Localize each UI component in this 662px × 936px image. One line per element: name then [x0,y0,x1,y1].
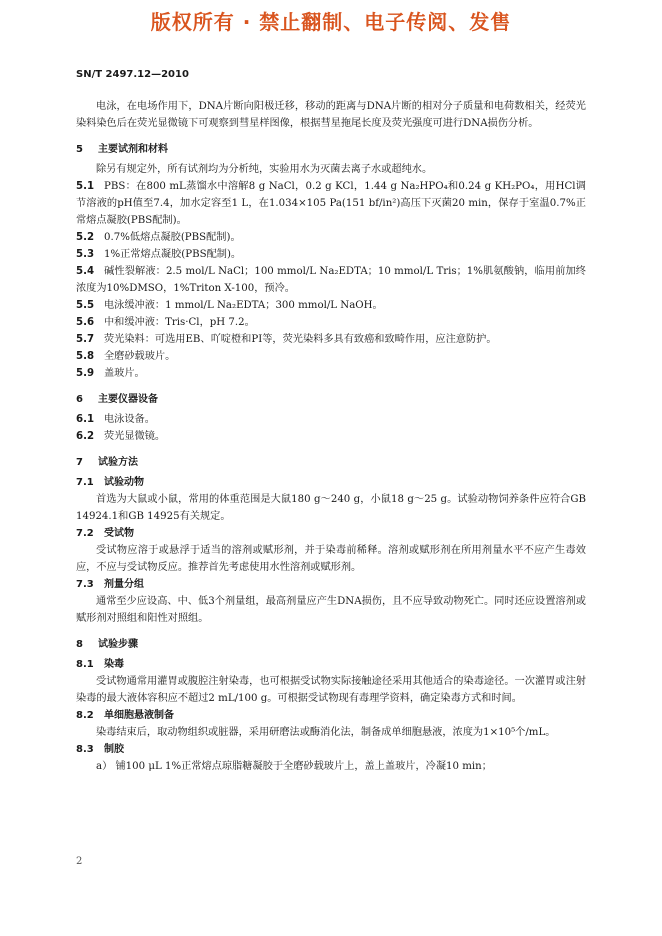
list-item [76,314,586,331]
section-5-lead: 除另有规定外，所有试剂均为分析纯，实验用水为灭菌去离子水或超纯水。 [96,164,433,175]
section-number: 8 [76,639,83,650]
subsection-title: 试验动物 [104,477,144,488]
item-text: 0.7%低熔点凝胶(PBS配制)。 [104,232,241,243]
document-body [76,98,586,775]
subsection-text: a） 铺100 μL 1%正常熔点琼脂糖凝胶于全磨砂载玻片上，盖上盖玻片，冷凝10 min； [96,761,492,772]
item-text: 全磨砂载玻片。 [104,351,176,362]
section-8-heading [76,636,586,653]
subsection-number: 7.2 [76,528,94,539]
standard-code: SN/T 2497.12—2010 [76,69,189,80]
item-text: 中和缓冲液：Tris·Cl，pH 7.2。 [104,317,255,328]
item-number: 5.3 [76,249,95,260]
section-title: 试验步骤 [98,639,138,650]
list-item [76,411,586,428]
item-number: 5.9 [76,368,95,379]
item-number: 5.5 [76,300,95,311]
subsection-number: 8.1 [76,659,94,670]
item-number: 5.2 [76,232,95,243]
subsection-title: 单细胞悬液制备 [104,710,174,721]
item-text: PBS：在800 mL蒸馏水中溶解8 g NaCl，0.2 g KCl，1.44 g Na₂HPO₄和0.24 g KH₂PO₄，用HCl调节溶液的pH值至7.4，加水定容至1 L，在1.034×105 Pa(151 bf/in²)高压下灭菌20 min，保存于室温0.7%正常熔点凝胶(PBS配制)。 [76,181,586,226]
section-6-heading [76,391,586,408]
list-item [76,348,586,365]
subsection-text: 首选为大鼠或小鼠，常用的体重范围是大鼠180 g～240 g，小鼠18 g～25 g。试验动物饲养条件应符合GB 14924.1和GB 14925有关规定。 [76,494,586,522]
section-number: 5 [76,144,83,155]
list-item [76,246,586,263]
item-number: 5.7 [76,334,95,345]
item-number: 5.6 [76,317,95,328]
subsection-text: 受试物应溶于或悬浮于适当的溶剂或赋形剂，并于染毒前稀释。溶剂或赋形剂在所用剂量水平不应产生毒效应，不应与受试物反应。推荐首先考虑使用水性溶剂或赋形剂。 [76,545,586,573]
section-title: 试验方法 [98,457,138,468]
list-item [76,297,586,314]
item-number: 6.1 [76,414,95,425]
list-item [76,331,586,348]
list-item [76,365,586,382]
list-item [76,428,586,445]
subsection-heading [76,576,586,593]
subsection-text: 通常至少应设高、中、低3个剂量组，最高剂量应产生DNA损伤，且不应导致动物死亡。同时还应设置溶剂或赋形剂对照组和阳性对照组。 [76,596,586,624]
subsection-number: 7.3 [76,579,94,590]
item-text: 1%正常熔点凝胶(PBS配制)。 [104,249,242,260]
section-number: 7 [76,457,83,468]
item-text: 盖玻片。 [104,368,145,379]
intro-paragraph: 电泳，在电场作用下，DNA片断向阳极迁移，移动的距离与DNA片断的相对分子质量和电荷数相关，经荧光染料染色后在荧光显微镜下可观察到彗星样图像，根据彗星拖尾长度及荧光强度可进行DNA损伤分析。 [76,101,586,129]
list-item [76,229,586,246]
section-number: 6 [76,394,83,405]
subsection-heading [76,474,586,491]
item-text: 荧光染料：可选用EB、吖啶橙和PI等，荧光染料多具有致癌和致畸作用，应注意防护。 [104,334,497,345]
subsection-text: 受试物通常用灌胃或腹腔注射染毒，也可根据受试物实际接触途径采用其他适合的染毒途径。一次灌胃或注射染毒的最大液体容积应不超过2 mL/100 g。可根据受试物现有毒理学资料，确定染毒方式和时间。 [76,676,586,704]
subsection-number: 7.1 [76,477,94,488]
item-number: 5.8 [76,351,95,362]
page-number: 2 [76,856,83,867]
section-7-heading [76,454,586,471]
item-text: 电泳设备。 [104,414,155,425]
subsection-title: 剂量分组 [104,579,144,590]
subsection-heading [76,525,586,542]
item-number: 5.4 [76,266,95,277]
item-text: 碱性裂解液：2.5 mol/L NaCl；100 mmol/L Na₂EDTA；10 mmol/L Tris；1%肌氨酸钠，临用前加终浓度为10%DMSO，1%Triton X-100，预冷。 [76,266,586,294]
subsection-title: 染毒 [104,659,124,670]
section-title: 主要试剂和材料 [98,144,168,155]
section-title: 主要仪器设备 [98,394,158,405]
list-item [76,263,586,297]
item-number: 6.2 [76,431,95,442]
copyright-watermark: 版权所有 · 禁止翻制、电子传阅、发售 [150,10,512,34]
item-text: 荧光显微镜。 [104,431,166,442]
subsection-title: 受试物 [104,528,134,539]
subsection-number: 8.2 [76,710,94,721]
subsection-number: 8.3 [76,744,94,755]
item-text: 电泳缓冲液：1 mmol/L Na₂EDTA；300 mmol/L NaOH。 [104,300,383,311]
item-number: 5.1 [76,181,95,192]
subsection-heading [76,656,586,673]
subsection-title: 制胶 [104,744,124,755]
subsection-heading [76,707,586,724]
subsection-heading [76,741,586,758]
section-5-heading [76,141,586,158]
list-item [76,178,586,229]
subsection-text: 染毒结束后，取动物组织或脏器，采用研磨法或酶消化法，制备成单细胞悬液，浓度为1×10⁵个/mL。 [96,727,556,738]
